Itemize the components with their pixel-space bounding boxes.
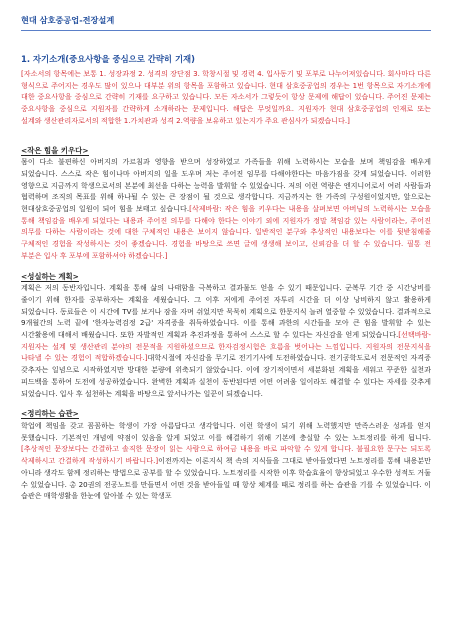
section-heading: <성실하는 계획> [21, 271, 79, 281]
section-heading: <작은 힘을 키우다> [21, 145, 89, 155]
question-title: 1. 자기소개(중요사항을 중심으로 간략히 기재) [21, 54, 195, 64]
section-body: 계획은 저의 동반자입니다. 계획을 통해 삶의 나태함을 극복하고 결과물도 얻을 수 있기 때문입니다. 군복무 기간 중 시간낭비를 줄이기 위해 한자를 공부하자는 계획을 세웠습니다. 그 이후 저에게 주어진 자투리 시간을 더 이상 낭비하지 않고 활용하게 되었습니다. 동료들은 이 시간에 TV를 보거나 잠을 자며 쉬었지만 묵묵히 계획으로 한문지식 늘려 열중할 수 있었습니다. 결과적으로 9개월간의 노력 끝에 '한자능력검정 2급' 자격증을 취득하였습니다. 이를 통해 과한의 시간들을 모아 큰 힘을 발휘할 수 있는 시간활용에 대해서 배웠습니다. 또한 자발적인 계획과 추진과정을 통하여 스스로 할 수 있다는 자신감을 얻게 되었습니다.[선택바람-지원자는 설계 및 생산관리 분야의 전문적을 지원하셨으므로 한자검정시험은 흐름을 벗어나는 느낌입니다. 지원자의 전문지식을 나타낼 수 있는 경험이 적합하겠습니다.]대학시절에 자신감을 무기로 전기기사에 도전하였습니다. 전기공학도로서 전문적인 자격증 갖추자는 일념으로 시작하였지만 방대한 분량에 위축되기 않았습니다. 이에 장기적이면서 세분화된 계획을 세워고 꾸준한 실천과 피드백을 통하여 도전에 성공하였습니다. 완벽한 계획과 실천이 동반된다면 어떤 어려움 일이라도 해결할 수 있다는 자세를 갖추게 되었습니다. 입사 후 설천하는 계획을 바탕으로 앞서나가는 일꾼이 되겠습니다. [21, 283, 431, 398]
intro-guidance: [자소서의 항목에는 보통 1. 성장과정 2. 성격의 장단점 3. 학창시절 및 경력 4. 입사동기 및 포부로 나누어져있습니다. 회사마다 다른 형식으로 주어지는 경우도 많이 있으나 대부분 위의 항목을 포함하고 있습니다. 현대 삼호중공업의 경우는 1번 항목으로 자기소개에 대한 중요사항을 중심으로 간략히 기재를 요구하고 있습니다. 모든 자소서가 그렇듯이 항상 문제에 해답이 있습니다. 주어진 문제는 중요사항을 중심으로 지원자를 간략하게 소개하라는 문제입니다. 해답은 무엇일까요. 지원자가 현대 삼호중공업의 인재로 또는 설계와 생산관리자로서의 적합한 1.가치관과 성격 2.역량을 보유하고 있는지가 주요 관심사가 되겠습니다.] [21, 69, 431, 125]
spacer [21, 127, 431, 136]
section-heading: <정리하는 습관> [21, 409, 79, 419]
editor-note: [삭제바람: 작은 힘을 키우다는 내용을 살펴보면 아버님의 노력하시는 모습을 통해 책임감을 배우게 되었다는 내용과 주어진 의무를 다해야 한다는 이야기 외에 지원자가 정말 책임감 있는 사람이라는, 주어진 의무를 다하는 사람이라는 것에 대한 구체적인 내용은 보이지 않습니다. 일반적인 분구와 추상적인 내용보다는 이를 뒷받침해줄 구체적인 경험을 작성하시는 것이 좋겠습니다. 경험을 바탕으로 쓰면 글에 생생해 보이고, 신뢰감을 더 할 수 있습니다. 필통 전 부분은 입사 후 포부에 포함하셔야 하겠습니다.] [21, 204, 431, 260]
editor-note: [선택바람-지원자는 설계 및 생산관리 분야의 전문적을 지원하셨으므로 한자검정시험은 흐름을 벗어나는 느낌입니다. 지원자의 전문지식을 나타낼 수 있는 경험이 적합하겠습니다.] [21, 330, 431, 363]
document-header: 현대 삼호중공업-전장설계 [21, 15, 431, 31]
section-body: 학업에 책임을 갖고 꼼꼼하는 학생이 가장 아름답다고 생각합니다. 이런 학생이 되기 위해 노력했지만 만족스러운 성과를 얻지 못했습니다. 기본적인 개념에 약점이 있음을 알게 되었고 이를 해결하기 위해 기본에 충실할 수 있는 노트정리를 하게 됩니다.[추상적인 문장보다는 간결하고 솔직한 문장이 읽는 사람으로 하여금 내용을 바로 파악할 수 있게 합니다. 불필요한 문구는 되도록 삭제하시고 간결하게 작성하시기 바랍니다.]이전까지는 이론지식 책 속의 지식들을 그대로 받아들였다면 노트정리를 통해 내용분만 아니라 생각도 함께 정리하는 방법으로 공부를 할 수 있었습니다. 노트정리를 시작한 이후 학습효율이 향상되었고 우수한 성적도 거둘 수 있었습니다. 총 20권의 전공노트를 만들면서 어떤 것을 받아들일 때 항상 체계를 때로 정리를 하는 습관을 기를 수 있었습니다. 이 습관은 매학생활을 한눈에 알아볼 수 있는 학생포 [21, 420, 431, 501]
section-body: 몸이 다소 불편하신 아버지의 가르침과 영향을 받으며 성장하였고 가족들을 위해 노력하시는 모습을 보며 책임감을 배우게 되었습니다. 스스로 작은 힘이나마 아버지의 일을 도우며 저는 주어진 임무를 다해야한다는 마음가짐을 갖게 되었습니다. 이러한 영향으로 지금까지 학생으로서의 본분에 최선을 다하는 능력을 발휘할 수 있었습니다. 저의 이런 역량은 엔지니어로서 여러 사람들과 협력하며 조직의 목표를 위해 하나될 수 있는 큰 장점이 될 것으로 생각합니다. 지금까지는 한 가족의 구성원이었지만, 앞으로는 현대삼호중공업의 일원이 되어 힘을 보태고 싶습니다.[삭제바람: 작은 힘을 키우다는 내용을 살펴보면 아버님의 노력하시는 모습을 통해 책임감을 배우게 되었다는 내용과 주어진 의무를 다해야 한다는 이야기 외에 지원자가 정말 책임감 있는 사람이라는, 주어진 의무를 다하는 사람이라는 것에 대한 구체적인 내용은 보이지 않습니다. 일반적인 분구와 추상적인 내용보다는 이를 뒷받침해줄 구체적인 경험을 작성하시는 것이 좋겠습니다. 경험을 바탕으로 쓰면 글에 생생해 보이고, 신뢰감을 더 할 수 있습니다. 필통 전 부분은 입사 후 포부에 포함하셔야 하겠습니다.] [21, 157, 431, 260]
editor-note: [추상적인 문장보다는 간결하고 솔직한 문장이 읽는 사람으로 하여금 내용을 바로 파악할 수 있게 합니다. 불필요한 문구는 되도록 삭제하시고 간결하게 작성하시기 바랍니다.] [21, 444, 431, 466]
